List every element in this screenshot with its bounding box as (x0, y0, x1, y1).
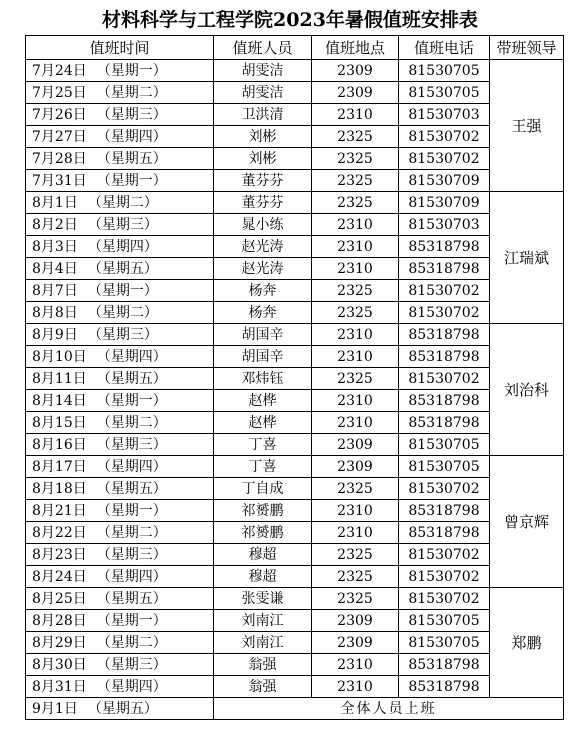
duty-phone: 81530705 (399, 60, 490, 82)
duty-phone: 81530705 (399, 610, 490, 632)
table-row (26, 214, 564, 236)
duty-person: 赵桦 (214, 390, 312, 412)
header-duty-time: 值班时间 (26, 36, 214, 60)
duty-date-cell (26, 148, 214, 170)
duty-date: 8月25日 (32, 590, 87, 607)
duty-person: 赵光涛 (214, 258, 312, 280)
table-row (26, 588, 564, 610)
duty-phone: 85318798 (399, 500, 490, 522)
duty-date: 8月10日 (32, 348, 87, 365)
duty-weekday: （星期五） (96, 480, 167, 497)
duty-person: 卫洪清 (214, 104, 312, 126)
duty-weekday: （星期二） (96, 414, 167, 431)
duty-location: 2310 (312, 412, 399, 434)
duty-person: 丁自成 (214, 478, 312, 500)
duty-phone: 85318798 (399, 522, 490, 544)
duty-person: 穆超 (214, 566, 312, 588)
duty-date: 8月24日 (32, 568, 87, 585)
duty-person: 穆超 (214, 544, 312, 566)
duty-phone: 81530702 (399, 566, 490, 588)
duty-phone: 81530702 (399, 280, 490, 302)
duty-weekday: （星期三） (96, 656, 167, 673)
duty-date: 8月28日 (32, 612, 87, 629)
duty-date-cell (26, 654, 214, 676)
duty-phone: 81530702 (399, 368, 490, 390)
duty-phone: 81530702 (399, 544, 490, 566)
duty-date-cell (26, 698, 214, 720)
duty-location: 2309 (312, 434, 399, 456)
duty-person: 胡雯洁 (214, 60, 312, 82)
duty-date: 8月21日 (32, 502, 87, 519)
duty-date-cell (26, 390, 214, 412)
table-row (26, 236, 564, 258)
duty-date-cell (26, 522, 214, 544)
duty-date-cell (26, 126, 214, 148)
duty-phone: 85318798 (399, 236, 490, 258)
duty-schedule-table (25, 35, 564, 720)
duty-person: 祁赟鹏 (214, 522, 312, 544)
duty-date-cell (26, 82, 214, 104)
duty-weekday: （星期一） (87, 282, 158, 299)
table-row (26, 368, 564, 390)
duty-date: 7月31日 (32, 172, 87, 189)
duty-date: 8月29日 (32, 634, 87, 651)
duty-person: 刘彬 (214, 126, 312, 148)
duty-date: 8月23日 (32, 546, 87, 563)
duty-date: 8月16日 (32, 436, 87, 453)
duty-phone: 85318798 (399, 258, 490, 280)
leader-cell: 郑鹏 (490, 588, 564, 698)
duty-date: 7月28日 (32, 150, 87, 167)
duty-location: 2325 (312, 478, 399, 500)
duty-weekday: （星期二） (96, 84, 167, 101)
duty-person: 翁强 (214, 654, 312, 676)
duty-date: 8月8日 (32, 304, 78, 321)
duty-location: 2310 (312, 236, 399, 258)
duty-location: 2325 (312, 126, 399, 148)
duty-person: 刘南江 (214, 632, 312, 654)
duty-weekday: （星期一） (96, 62, 167, 79)
table-row-final (26, 698, 564, 720)
duty-weekday: （星期一） (96, 612, 167, 629)
table-row (26, 456, 564, 478)
table-row (26, 544, 564, 566)
duty-person: 杨奔 (214, 280, 312, 302)
duty-date: 8月22日 (32, 524, 87, 541)
duty-phone: 81530703 (399, 104, 490, 126)
duty-weekday: （星期四） (96, 348, 167, 365)
duty-date-cell (26, 214, 214, 236)
duty-location: 2325 (312, 192, 399, 214)
duty-phone: 85318798 (399, 654, 490, 676)
duty-phone: 85318798 (399, 324, 490, 346)
table-row (26, 82, 564, 104)
duty-weekday: （星期二） (87, 194, 158, 211)
duty-date: 8月11日 (32, 370, 87, 387)
duty-phone: 81530709 (399, 170, 490, 192)
duty-date-cell (26, 544, 214, 566)
duty-date: 8月15日 (32, 414, 87, 431)
duty-weekday: （星期三） (87, 216, 158, 233)
duty-location: 2325 (312, 588, 399, 610)
table-row (26, 478, 564, 500)
duty-date: 8月2日 (32, 216, 78, 233)
duty-location: 2310 (312, 258, 399, 280)
duty-date-cell (26, 434, 214, 456)
duty-date-cell (26, 302, 214, 324)
duty-location: 2310 (312, 676, 399, 698)
duty-date: 8月1日 (32, 194, 78, 211)
table-row (26, 148, 564, 170)
table-row (26, 632, 564, 654)
duty-phone: 81530702 (399, 588, 490, 610)
duty-location: 2325 (312, 170, 399, 192)
duty-weekday: （星期二） (96, 634, 167, 651)
duty-location: 2310 (312, 522, 399, 544)
duty-person: 赵桦 (214, 412, 312, 434)
duty-weekday: （星期三） (87, 326, 158, 343)
duty-date: 8月3日 (32, 238, 78, 255)
leader-cell: 王强 (490, 60, 564, 192)
duty-location: 2325 (312, 280, 399, 302)
duty-date-cell (26, 478, 214, 500)
duty-location: 2310 (312, 500, 399, 522)
duty-weekday: （星期一） (96, 392, 167, 409)
duty-phone: 81530703 (399, 214, 490, 236)
duty-weekday: （星期四） (96, 678, 167, 695)
leader-cell: 曾京辉 (490, 456, 564, 588)
table-row (26, 676, 564, 698)
duty-date: 8月31日 (32, 678, 87, 695)
duty-person: 张雯谦 (214, 588, 312, 610)
duty-location: 2325 (312, 566, 399, 588)
duty-date-cell (26, 258, 214, 280)
duty-weekday: （星期五） (96, 590, 167, 607)
duty-location: 2310 (312, 346, 399, 368)
table-row (26, 170, 564, 192)
duty-weekday: （星期五） (87, 700, 158, 717)
duty-date-cell (26, 192, 214, 214)
duty-date: 8月30日 (32, 656, 87, 673)
duty-date-cell (26, 60, 214, 82)
table-row (26, 126, 564, 148)
table-header-row (26, 36, 564, 60)
duty-weekday: （星期一） (96, 502, 167, 519)
duty-date-cell (26, 566, 214, 588)
table-row (26, 302, 564, 324)
duty-person: 丁喜 (214, 456, 312, 478)
duty-date-cell (26, 676, 214, 698)
duty-phone: 81530705 (399, 82, 490, 104)
duty-person: 赵光涛 (214, 236, 312, 258)
duty-date-cell (26, 588, 214, 610)
duty-weekday: （星期三） (96, 106, 167, 123)
duty-date: 8月14日 (32, 392, 87, 409)
duty-person: 邓炜钰 (214, 368, 312, 390)
duty-phone: 85318798 (399, 390, 490, 412)
duty-date-cell (26, 412, 214, 434)
duty-person: 胡雯洁 (214, 82, 312, 104)
duty-phone: 81530702 (399, 302, 490, 324)
duty-date: 8月18日 (32, 480, 87, 497)
table-row (26, 522, 564, 544)
duty-date: 7月26日 (32, 106, 87, 123)
header-duty-location: 值班地点 (312, 36, 399, 60)
table-row (26, 258, 564, 280)
duty-weekday: （星期五） (96, 150, 167, 167)
duty-location: 2310 (312, 390, 399, 412)
duty-person: 董芬芬 (214, 192, 312, 214)
header-duty-person: 值班人员 (214, 36, 312, 60)
duty-person: 丁喜 (214, 434, 312, 456)
duty-date: 8月7日 (32, 282, 78, 299)
table-row (26, 434, 564, 456)
duty-phone: 85318798 (399, 676, 490, 698)
duty-location: 2309 (312, 82, 399, 104)
table-row (26, 412, 564, 434)
duty-location: 2325 (312, 148, 399, 170)
table-row (26, 654, 564, 676)
duty-location: 2309 (312, 456, 399, 478)
duty-person: 杨奔 (214, 302, 312, 324)
duty-date-cell (26, 456, 214, 478)
duty-weekday: （星期二） (87, 304, 158, 321)
duty-phone: 81530702 (399, 478, 490, 500)
duty-person: 刘彬 (214, 148, 312, 170)
table-row (26, 280, 564, 302)
duty-person: 董芬芬 (214, 170, 312, 192)
duty-location: 2325 (312, 544, 399, 566)
duty-date-cell (26, 236, 214, 258)
table-row (26, 104, 564, 126)
duty-weekday: （星期一） (96, 172, 167, 189)
duty-weekday: （星期五） (87, 260, 158, 277)
duty-date-cell (26, 610, 214, 632)
duty-person: 胡国辛 (214, 346, 312, 368)
duty-date: 8月9日 (32, 326, 78, 343)
table-row (26, 566, 564, 588)
duty-phone: 85318798 (399, 346, 490, 368)
duty-weekday: （星期三） (96, 436, 167, 453)
duty-date: 7月25日 (32, 84, 87, 101)
duty-phone: 85318798 (399, 412, 490, 434)
duty-location: 2310 (312, 324, 399, 346)
duty-location: 2309 (312, 60, 399, 82)
duty-location: 2310 (312, 214, 399, 236)
duty-date: 8月17日 (32, 458, 87, 475)
duty-date-cell (26, 500, 214, 522)
table-row (26, 390, 564, 412)
duty-date-cell (26, 104, 214, 126)
table-row (26, 324, 564, 346)
table-row (26, 500, 564, 522)
duty-date-cell (26, 368, 214, 390)
header-duty-phone: 值班电话 (399, 36, 490, 60)
duty-weekday: （星期五） (96, 370, 167, 387)
duty-phone: 81530702 (399, 126, 490, 148)
duty-date-cell (26, 324, 214, 346)
duty-date: 9月1日 (32, 700, 78, 717)
page-title: 材料科学与工程学院2023年暑假值班安排表 (102, 9, 478, 31)
duty-person: 祁赟鹏 (214, 500, 312, 522)
duty-weekday: （星期四） (96, 458, 167, 475)
header-leader: 带班领导 (490, 36, 564, 60)
duty-phone: 81530709 (399, 192, 490, 214)
duty-person: 晁小练 (214, 214, 312, 236)
duty-date: 8月4日 (32, 260, 78, 277)
duty-phone: 81530705 (399, 456, 490, 478)
all-staff-note: 全体人员上班 (214, 698, 564, 720)
table-row (26, 610, 564, 632)
duty-phone: 81530705 (399, 434, 490, 456)
table-row (26, 192, 564, 214)
duty-date: 7月24日 (32, 62, 87, 79)
table-row (26, 346, 564, 368)
duty-date-cell (26, 170, 214, 192)
duty-location: 2325 (312, 302, 399, 324)
duty-location: 2309 (312, 632, 399, 654)
duty-person: 翁强 (214, 676, 312, 698)
duty-date-cell (26, 346, 214, 368)
duty-weekday: （星期四） (87, 238, 158, 255)
duty-person: 刘南江 (214, 610, 312, 632)
duty-date-cell (26, 632, 214, 654)
duty-phone: 81530705 (399, 632, 490, 654)
leader-cell: 刘治科 (490, 324, 564, 456)
duty-date: 7月27日 (32, 128, 87, 145)
duty-location: 2325 (312, 368, 399, 390)
duty-weekday: （星期四） (96, 568, 167, 585)
leader-cell: 江瑞斌 (490, 192, 564, 324)
duty-location: 2310 (312, 104, 399, 126)
duty-location: 2310 (312, 654, 399, 676)
duty-phone: 81530702 (399, 148, 490, 170)
duty-location: 2309 (312, 610, 399, 632)
table-row (26, 60, 564, 82)
duty-date-cell (26, 280, 214, 302)
duty-weekday: （星期二） (96, 524, 167, 541)
duty-weekday: （星期三） (96, 546, 167, 563)
duty-person: 胡国辛 (214, 324, 312, 346)
duty-weekday: （星期四） (96, 128, 167, 145)
